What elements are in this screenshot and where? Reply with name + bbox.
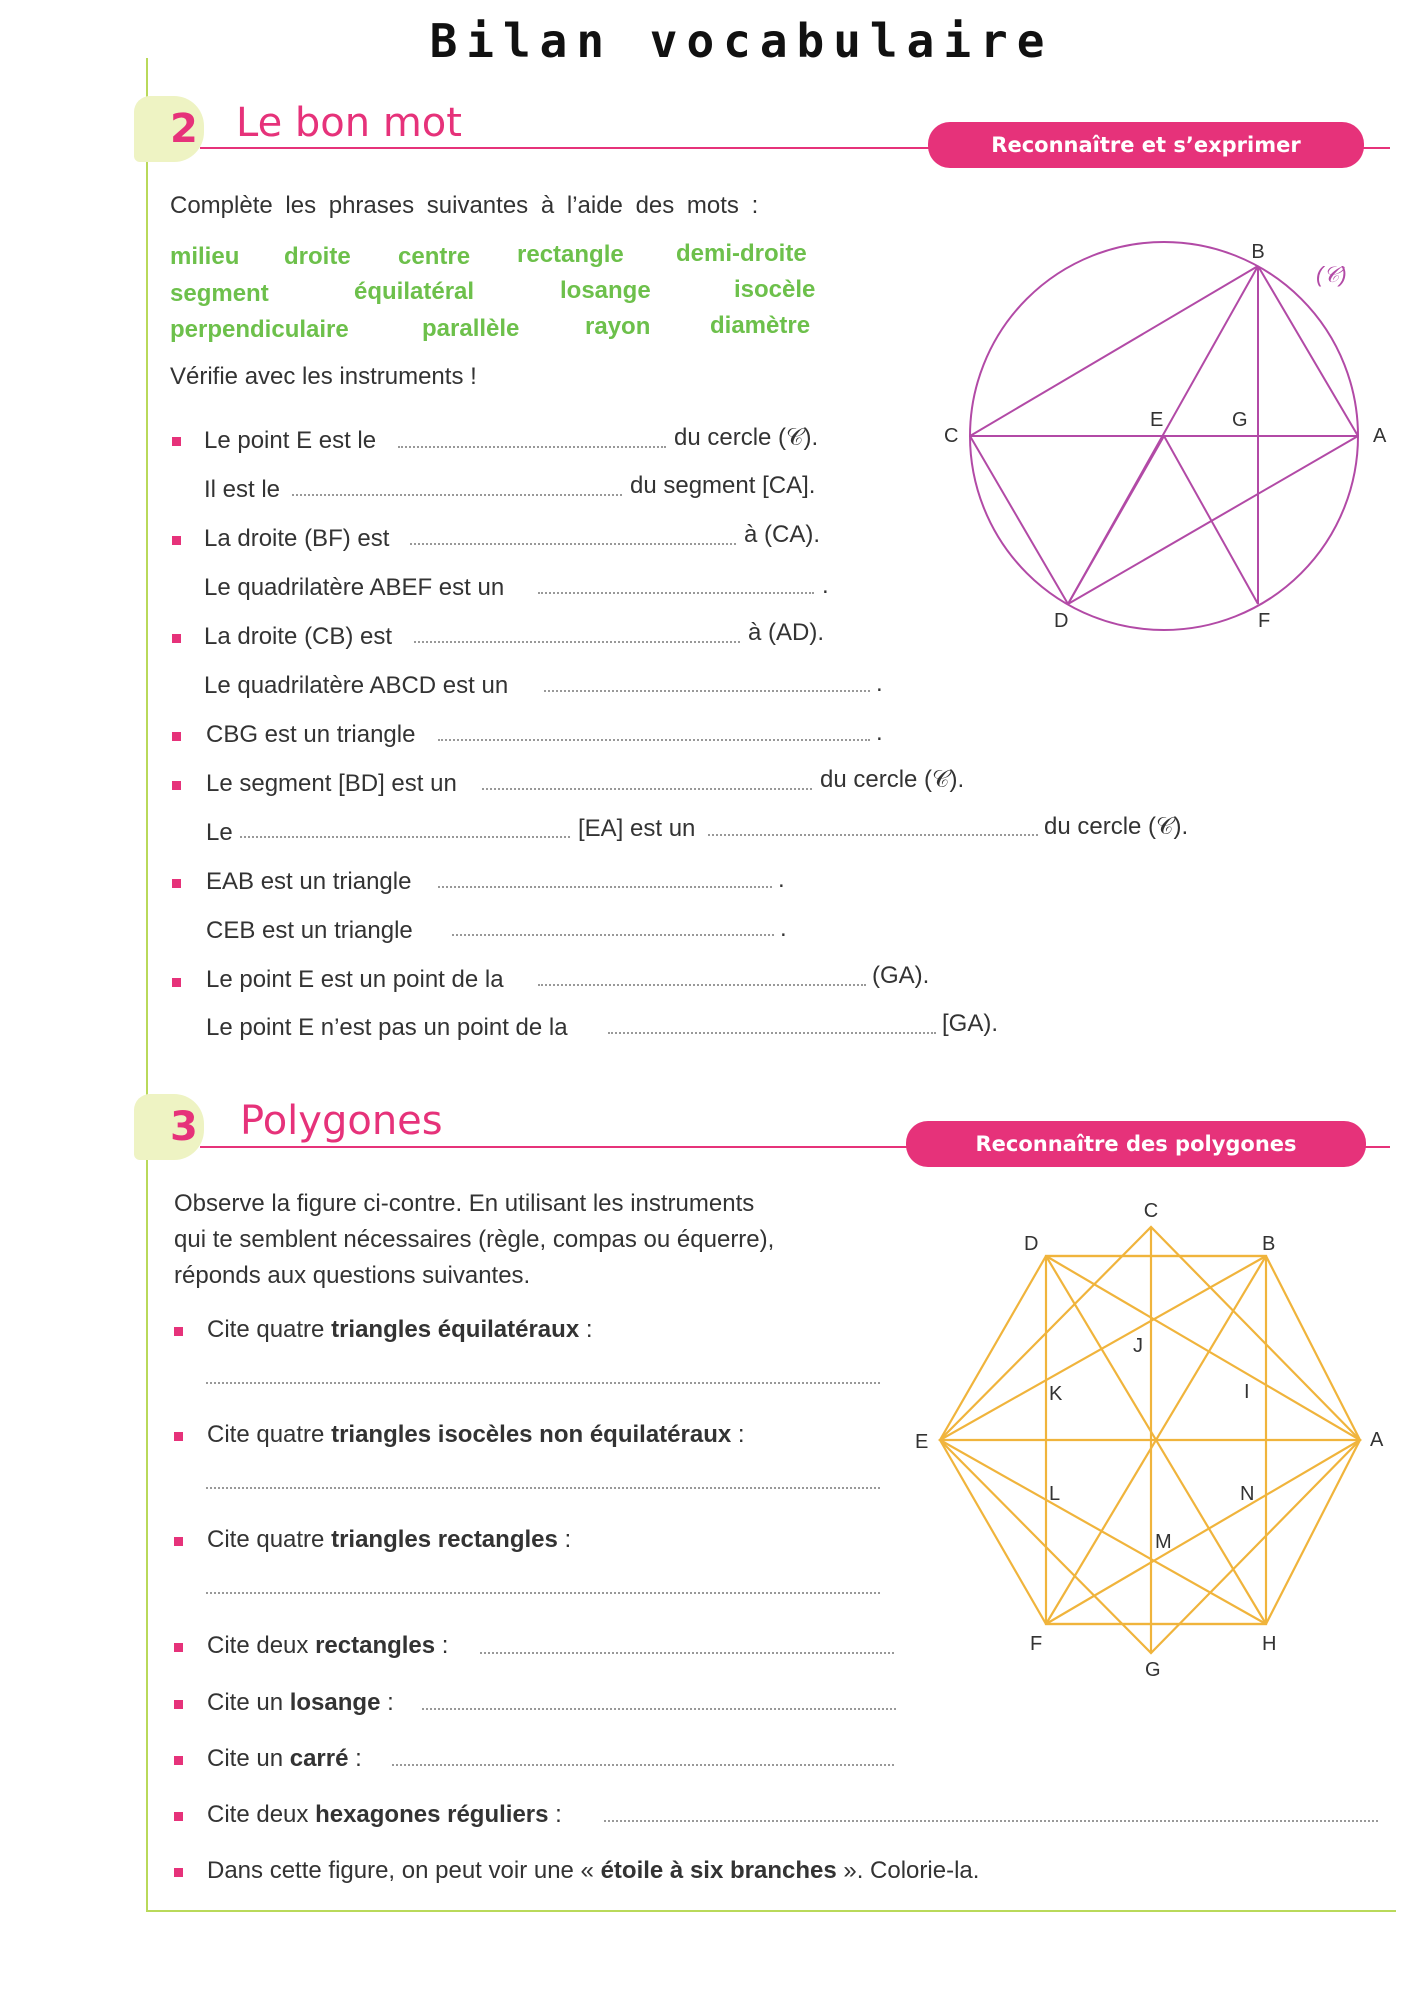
- segment-da: [1068, 436, 1358, 604]
- answer-blank[interactable]: [608, 1032, 936, 1034]
- segment-ba: [1258, 266, 1358, 436]
- answer-blank[interactable]: [206, 1487, 880, 1489]
- section-2-badge: Reconnaître et s’exprimer: [928, 122, 1364, 168]
- sentence-9-middle: [EA] est un: [578, 815, 696, 842]
- sentence-8-end: du cercle (𝒞).: [820, 766, 965, 793]
- sentence-6-start: Le quadrilatère ABCD est un: [204, 672, 509, 699]
- sentence-11-start: CEB est un triangle: [206, 917, 413, 944]
- question-4: Cite deux rectangles :: [207, 1632, 449, 1659]
- sentence-7-end: .: [876, 719, 883, 746]
- sentence-2-start: Il est le: [204, 476, 281, 503]
- sentence-2-end: du segment [CA].: [630, 472, 816, 499]
- sentence-7-start: CBG est un triangle: [206, 721, 416, 748]
- sentence-10-end: .: [778, 866, 785, 893]
- answer-blank[interactable]: [604, 1820, 1378, 1822]
- answer-blank[interactable]: [482, 788, 812, 790]
- answer-blank[interactable]: [414, 641, 740, 643]
- section-3-intro-line-1: Observe la figure ci-contre. En utilisant les instruments: [174, 1190, 755, 1217]
- point-label-a: A: [1370, 1429, 1384, 1451]
- word-bank-item: demi-droite: [676, 240, 807, 267]
- bullet: [172, 781, 181, 790]
- point-label-c: C: [944, 425, 959, 447]
- sentence-4-end: .: [822, 572, 829, 599]
- point-label-a: A: [1373, 425, 1387, 447]
- circle-figure-lines: [970, 242, 1358, 630]
- word-bank-item: droite: [284, 243, 351, 270]
- answer-blank[interactable]: [410, 543, 736, 545]
- question-3: Cite quatre triangles rectangles :: [207, 1526, 572, 1553]
- frame-left-border: [146, 58, 148, 1911]
- point-label-j: J: [1133, 1335, 1143, 1357]
- answer-blank[interactable]: [206, 1382, 880, 1384]
- point-label-d: D: [1054, 610, 1069, 632]
- point-label-f: F: [1258, 610, 1271, 632]
- bullet: [174, 1700, 183, 1709]
- answer-blank[interactable]: [392, 1764, 894, 1766]
- segment-ef: [1164, 436, 1258, 604]
- bullet: [174, 1756, 183, 1765]
- question-2: Cite quatre triangles isocèles non équilatéraux :: [207, 1421, 745, 1448]
- frame-bottom-border: [146, 1910, 1396, 1912]
- point-label-e: E: [915, 1431, 929, 1453]
- point-label-g: G: [1145, 1659, 1161, 1681]
- answer-blank[interactable]: [206, 1592, 880, 1594]
- sentence-13-end: [GA).: [942, 1010, 999, 1037]
- bullet: [172, 634, 181, 643]
- segment-ed: [1068, 436, 1164, 604]
- sentence-13-start: Le point E n’est pas un point de la: [206, 1014, 568, 1041]
- question-5: Cite un losange :: [207, 1689, 394, 1716]
- word-bank-item: centre: [398, 243, 471, 270]
- sentence-1-start: Le point E est le: [204, 427, 377, 454]
- section-3-title: Polygones: [240, 1098, 443, 1144]
- section-2-title: Le bon mot: [236, 100, 462, 146]
- section-3-intro-line-3: réponds aux questions suivantes.: [174, 1262, 531, 1289]
- point-label-m: M: [1155, 1531, 1172, 1553]
- sentence-12-start: Le point E est un point de la: [206, 966, 504, 993]
- answer-blank[interactable]: [240, 836, 570, 838]
- point-label-b: B: [1251, 241, 1265, 263]
- sentence-12-end: (GA).: [872, 962, 930, 989]
- bullet: [174, 1812, 183, 1821]
- question-6: Cite un carré :: [207, 1745, 362, 1772]
- segment-cb: [970, 266, 1258, 436]
- bullet: [172, 732, 181, 741]
- hexagon-figure-lines: [940, 1227, 1360, 1653]
- question-7: Cite deux hexagones réguliers :: [207, 1801, 562, 1828]
- point-label-b: B: [1262, 1233, 1276, 1255]
- answer-blank[interactable]: [480, 1652, 894, 1654]
- answer-blank[interactable]: [438, 886, 772, 888]
- answer-blank[interactable]: [422, 1708, 896, 1710]
- sentence-1-end: du cercle (𝒞).: [674, 424, 819, 451]
- answer-blank[interactable]: [398, 446, 666, 448]
- answer-blank[interactable]: [708, 834, 1038, 836]
- bullet: [172, 437, 181, 446]
- point-label-e: E: [1150, 409, 1164, 431]
- point-label-n: N: [1240, 1483, 1255, 1505]
- answer-blank[interactable]: [452, 934, 774, 936]
- word-bank-item: parallèle: [422, 315, 520, 342]
- bullet: [174, 1327, 183, 1336]
- word-bank-item: isocèle: [734, 276, 816, 303]
- section-2-intro: Complète les phrases suivantes à l’aide des mots :: [170, 192, 759, 219]
- answer-blank[interactable]: [538, 592, 814, 594]
- word-bank-item: perpendiculaire: [170, 316, 349, 343]
- answer-blank[interactable]: [544, 690, 870, 692]
- question-1: Cite quatre triangles équilatéraux :: [207, 1316, 593, 1343]
- sentence-3-start: La droite (BF) est: [204, 525, 390, 552]
- bullet: [174, 1537, 183, 1546]
- answer-blank[interactable]: [292, 494, 622, 496]
- sentence-9-start: Le: [206, 819, 233, 846]
- sentence-3-end: à (CA).: [744, 521, 821, 548]
- sentence-5-end: à (AD).: [748, 619, 825, 646]
- bullet: [172, 978, 181, 987]
- point-label-f: F: [1030, 1633, 1043, 1655]
- word-bank-item: losange: [560, 277, 651, 304]
- sentence-10-start: EAB est un triangle: [206, 868, 412, 895]
- segment-cd: [970, 436, 1068, 604]
- section-3-badge: Reconnaître des polygones: [906, 1121, 1366, 1167]
- circle-label: (𝒞): [1316, 262, 1347, 287]
- bullet: [174, 1432, 183, 1441]
- word-bank-item: rayon: [585, 313, 651, 340]
- point-label-h: H: [1262, 1633, 1277, 1655]
- question-8: Dans cette figure, on peut voir une « étoile à six branches ». Colorie-la.: [207, 1857, 980, 1884]
- sentence-5-start: La droite (CB) est: [204, 623, 393, 650]
- word-bank-item: milieu: [170, 243, 240, 270]
- point-label-d: D: [1024, 1233, 1039, 1255]
- word-bank-item: diamètre: [710, 312, 811, 339]
- point-label-k: K: [1049, 1383, 1063, 1405]
- sentence-9-end: du cercle (𝒞).: [1044, 813, 1189, 840]
- sentence-8-start: Le segment [BD] est un: [206, 770, 457, 797]
- bullet: [174, 1643, 183, 1652]
- sentence-4-start: Le quadrilatère ABEF est un: [204, 574, 505, 601]
- bullet: [174, 1868, 183, 1877]
- answer-blank[interactable]: [438, 739, 870, 741]
- point-label-i: I: [1244, 1381, 1250, 1403]
- point-label-l: L: [1049, 1483, 1061, 1505]
- circle-figure: [930, 230, 1400, 650]
- point-label-c: C: [1143, 1200, 1159, 1222]
- word-bank-item: segment: [170, 280, 269, 307]
- page-title: Bilan vocabulaire: [429, 14, 1054, 68]
- word-bank-item: rectangle: [517, 241, 624, 268]
- point-label-g: G: [1232, 409, 1248, 431]
- verify-note: Vérifie avec les instruments !: [170, 363, 477, 390]
- sentence-11-end: .: [780, 915, 787, 942]
- section-3-intro-line-2: qui te semblent nécessaires (règle, compas ou équerre),: [174, 1226, 775, 1253]
- section-2-number: 2: [134, 96, 204, 162]
- hexagon-figure: [900, 1190, 1400, 1690]
- bullet: [172, 536, 181, 545]
- sentence-6-end: .: [876, 670, 883, 697]
- word-bank-item: équilatéral: [354, 278, 475, 305]
- bullet: [172, 879, 181, 888]
- section-3-number: 3: [134, 1094, 204, 1160]
- answer-blank[interactable]: [538, 984, 866, 986]
